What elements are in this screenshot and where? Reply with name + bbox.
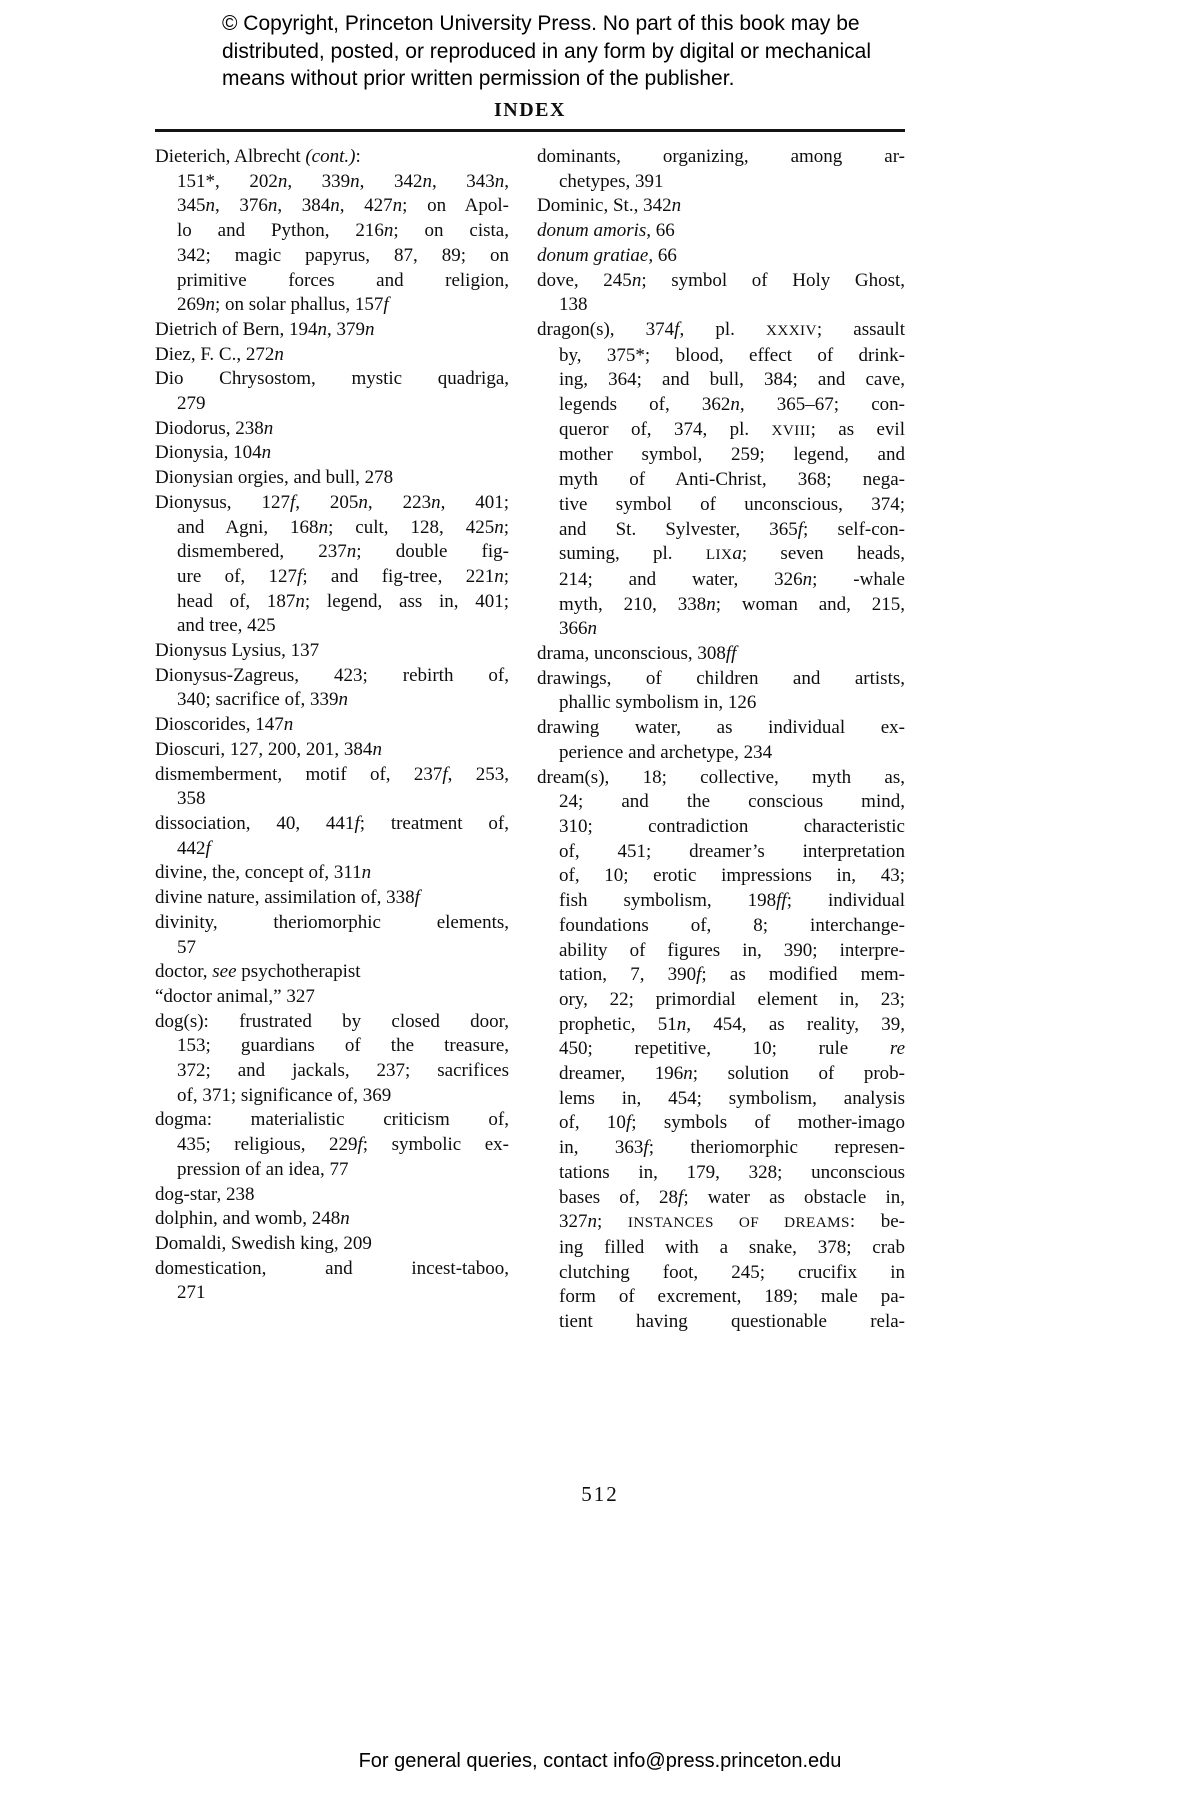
index-line: ing filled with a snake, 378; crab [559, 1236, 905, 1258]
index-line: 358 [177, 788, 206, 810]
index-line: donum amoris, 66 [537, 220, 675, 242]
index-line: and tree, 425 [177, 615, 276, 637]
index-line: Dieterich, Albrecht (cont.): [155, 146, 361, 167]
index-line: drama, unconscious, 308ff [537, 643, 737, 665]
index-line: ure of, 127f; and fig-tree, 221n; [177, 565, 509, 587]
index-line: 450; repetitive, 10; rule re [559, 1038, 905, 1060]
index-line: dismembered, 237n; double fig- [177, 541, 509, 563]
index-line: tation, 7, 390f; as modified mem- [559, 964, 905, 986]
index-line: suming, pl. LIXa; seven heads, [559, 543, 905, 565]
index-line: domestication, and incest-taboo, [155, 1257, 509, 1279]
index-column-right [537, 145, 905, 1335]
index-line: Dio Chrysostom, mystic quadriga, [155, 368, 509, 390]
index-line: of, 451; dreamer’s interpretation [559, 840, 905, 862]
index-columns [155, 145, 905, 1335]
index-line: by, 375*; blood, effect of drink- [559, 344, 905, 366]
index-line: 269n; on solar phallus, 157f [177, 294, 389, 316]
index-line: Dionysus, 127f, 205n, 223n, 401; [155, 491, 510, 513]
index-line: 271 [177, 1282, 206, 1304]
copyright-line: means without prior written permission of the publisher. [222, 67, 735, 90]
index-line: Dietrich of Bern, 194n, 379n [155, 318, 375, 340]
index-line: 153; guardians of the treasure, [177, 1035, 509, 1057]
index-line: legends of, 362n, 365–67; con- [559, 394, 905, 416]
index-line: myth, 210, 338n; woman and, 215, [559, 593, 905, 615]
index-line: 435; religious, 229f; symbolic ex- [177, 1134, 509, 1156]
copyright-notice [222, 10, 871, 93]
index-line: dragon(s), 374f, pl. XXXIV; assault [537, 318, 905, 340]
index-line: Dominic, St., 342n [537, 195, 682, 217]
index-line: 151*, 202n, 339n, 342n, 343n, [177, 170, 509, 192]
index-line: 345n, 376n, 384n, 427n; on Apol- [177, 195, 510, 217]
index-line: chetypes, 391 [559, 170, 664, 192]
index-line: myth of Anti-Christ, 368; nega- [559, 469, 905, 491]
index-line: 24; and the conscious mind, [559, 791, 905, 813]
index-line: clutching foot, 245; crucifix in [559, 1261, 905, 1283]
index-line: ing, 364; and bull, 384; and cave, [559, 369, 905, 391]
index-line: prophetic, 51n, 454, as reality, 39, [559, 1013, 905, 1035]
page-number: 512 [581, 1482, 619, 1506]
index-line: 138 [559, 294, 588, 316]
index-line: Dioscorides, 147n [155, 714, 294, 736]
index-line: dissociation, 40, 441f; treatment of, [155, 812, 509, 834]
index-line: Dionysus Lysius, 137 [155, 640, 320, 662]
index-line: phallic symbolism in, 126 [559, 692, 757, 714]
index-line: Domaldi, Swedish king, 209 [155, 1232, 372, 1254]
index-line: of, 371; significance of, 369 [177, 1084, 392, 1106]
index-line: tive symbol of unconscious, 374; [559, 493, 905, 515]
index-line: fish symbolism, 198ff; individual [559, 890, 905, 912]
index-column-left [155, 145, 509, 1335]
index-line: Dionysian orgies, and bull, 278 [155, 467, 394, 489]
index-line: of, 10; erotic impressions in, 43; [559, 865, 905, 887]
index-line: dove, 245n; symbol of Holy Ghost, [537, 269, 906, 291]
index-line: in, 363f; theriomorphic represen- [559, 1137, 906, 1159]
index-line: dogma: materialistic criticism of, [155, 1109, 509, 1131]
index-line: and Agni, 168n; cult, 128, 425n; [177, 516, 509, 538]
index-line: lo and Python, 216n; on cista, [177, 220, 509, 242]
index-line: 342; magic papyrus, 87, 89; on [177, 244, 509, 266]
index-line: perience and archetype, 234 [559, 741, 773, 763]
footer-contact: For general queries, contact info@press.princeton.edu [358, 1750, 842, 1772]
index-line: dominants, organizing, among ar- [537, 146, 905, 167]
index-line: queror of, 374, pl. XVIII; as evil [559, 418, 905, 440]
copyright-line: distributed, posted, or reproduced in any form by digital or mechanical [222, 39, 872, 63]
index-line: dream(s), 18; collective, myth as, [537, 766, 905, 788]
index-line: doctor, see psychotherapist [155, 961, 361, 983]
index-line: dog(s): frustrated by closed door, [155, 1010, 509, 1032]
index-line: 366n [559, 618, 597, 640]
index-line: dismemberment, motif of, 237f, 253, [155, 763, 509, 785]
index-line: foundations of, 8; interchange- [559, 914, 905, 936]
copyright-line: © Copyright, Princeton University Press. No part of this book may be [222, 12, 860, 35]
index-line: tient having questionable rela- [559, 1311, 905, 1333]
index-line: 372; and jackals, 237; sacrifices [177, 1060, 509, 1082]
index-line: 442f [177, 837, 211, 859]
divider-rule [155, 129, 905, 132]
index-line: lems in, 454; symbolism, analysis [559, 1087, 905, 1109]
index-line: 279 [177, 393, 206, 415]
index-line: pression of an idea, 77 [177, 1158, 349, 1180]
index-line: 340; sacrifice of, 339n [177, 689, 348, 711]
page-title: INDEX [494, 99, 566, 121]
index-line: Dionysia, 104n [155, 442, 272, 464]
index-line: Dionysus-Zagreus, 423; rebirth of, [155, 664, 509, 686]
index-line: drawing water, as individual ex- [537, 717, 905, 739]
index-line: dog-star, 238 [155, 1183, 255, 1205]
index-line: ability of figures in, 390; interpre- [559, 939, 905, 961]
index-line: divine nature, assimilation of, 338f [155, 887, 420, 909]
index-line: and St. Sylvester, 365f; self-con- [559, 518, 905, 540]
index-line: “doctor animal,” 327 [155, 985, 315, 1007]
index-line: ory, 22; primordial element in, 23; [559, 988, 905, 1010]
index-line: divinity, theriomorphic elements, [155, 911, 509, 933]
index-line: 310; contradiction characteristic [559, 815, 905, 837]
index-line: 214; and water, 326n; -whale [559, 568, 905, 590]
index-line: drawings, of children and artists, [537, 667, 905, 689]
index-line: divine, the, concept of, 311n [155, 862, 372, 884]
index-line: 57 [177, 936, 196, 958]
index-line: 327n; INSTANCES OF DREAMS: be- [559, 1211, 905, 1233]
index-line: mother symbol, 259; legend, and [559, 444, 905, 466]
index-line: primitive forces and religion, [177, 269, 509, 291]
index-line: form of excrement, 189; male pa- [559, 1286, 905, 1308]
index-line: dolphin, and womb, 248n [155, 1208, 350, 1230]
index-line: tations in, 179, 328; unconscious [559, 1161, 905, 1183]
index-line: Dioscuri, 127, 200, 201, 384n [155, 738, 382, 760]
index-line: bases of, 28f; water as obstacle in, [559, 1186, 905, 1208]
index-line: of, 10f; symbols of mother-imago [559, 1112, 905, 1134]
index-line: donum gratiae, 66 [537, 244, 677, 266]
index-line: head of, 187n; legend, ass in, 401; [177, 590, 510, 612]
index-line: Diez, F. C., 272n [155, 343, 284, 365]
index-line: Diodorus, 238n [155, 417, 274, 439]
index-line: dreamer, 196n; solution of prob- [559, 1063, 905, 1085]
